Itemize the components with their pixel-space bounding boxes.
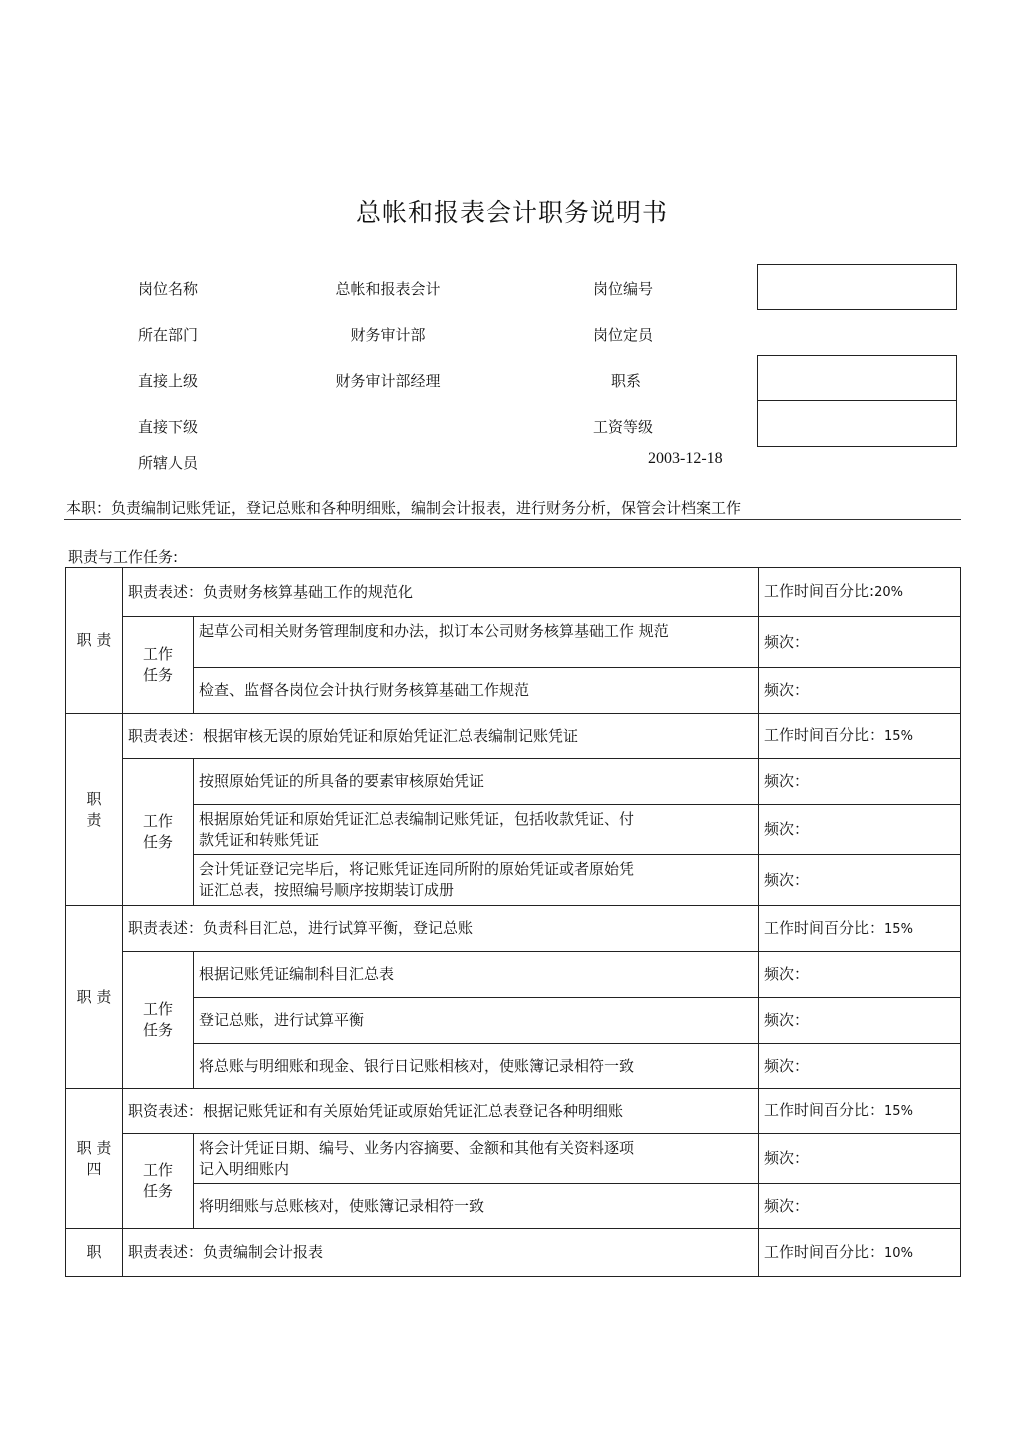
task-text: 起草公司相关财务管理制度和办法，拟订本公司财务核算基础工作 规范 — [194, 617, 759, 668]
time-percent-value: 15% — [884, 729, 913, 744]
task-row — [66, 668, 961, 714]
grade-label: 工资等级 — [593, 418, 654, 436]
time-percent-value: 10% — [884, 1245, 913, 1261]
task-label: 工作 任务 — [123, 759, 194, 906]
task-row — [66, 1044, 961, 1089]
task-frequency: 频次： — [759, 805, 961, 855]
task-frequency: 频次： — [759, 952, 961, 998]
superior-value: 财务审计部经理 — [335, 372, 441, 390]
task-row — [66, 1184, 961, 1229]
task-row — [66, 759, 961, 805]
page-title: 总帐和报表会计职务说明书 — [355, 198, 668, 227]
grade-box — [757, 400, 957, 447]
duty-statement: 职责表述：根据审核无误的原始凭证和原始凭证汇总表编制记账凭证 — [123, 714, 759, 759]
task-row — [66, 998, 961, 1044]
staff-label: 所辖人员 — [138, 454, 199, 472]
time-percent-value: 20% — [874, 585, 903, 600]
task-frequency: 频次： — [759, 617, 961, 668]
duty-row — [66, 568, 961, 617]
duty-row — [66, 714, 961, 759]
task-label: 工作 任务 — [123, 952, 194, 1089]
document-date: 2003-12-18 — [648, 450, 723, 467]
duty-statement: 职责表述：负责科目汇总，进行试算平衡，登记总账 — [123, 906, 759, 952]
task-text: 将总账与明细账和现金、银行日记账相核对，使账簿记录相符一致 — [194, 1044, 759, 1089]
time-percent-label: 工作时间百分比： — [764, 1101, 885, 1119]
time-percent-label: 工作时间百分比： — [764, 918, 885, 937]
time-percent-value: 15% — [884, 921, 913, 937]
duty-row — [66, 1089, 961, 1134]
task-text: 根据原始凭证和原始凭证汇总表编制记账凭证，包括收款凭证、付 款凭证和转账凭证 — [194, 805, 759, 855]
duty-label: 职 责 — [66, 714, 123, 906]
duty-row — [66, 906, 961, 952]
task-row — [66, 952, 961, 998]
duty-label: 职 责 — [66, 568, 123, 714]
task-text: 会计凭证登记完毕后，将记账凭证连同所附的原始凭证或者原始凭 证汇总表，按照编号顺序按期装订成册 — [194, 855, 759, 906]
superior-label: 直接上级 — [138, 372, 199, 390]
dept-label: 所在部门 — [138, 326, 199, 344]
job-summary: 本职：负责编制记账凭证，登记总账和各种明细账，编制会计报表，进行财务分析，保管会计档案工作 — [66, 499, 742, 517]
subordinate-label: 直接下级 — [138, 418, 199, 436]
duty-label: 职 责 四 — [66, 1089, 123, 1229]
task-text: 按照原始凭证的所具备的要素审核原始凭证 — [194, 759, 759, 805]
task-row — [66, 617, 961, 668]
time-percent — [759, 1229, 961, 1277]
duty-label: 职 — [66, 1229, 123, 1277]
task-frequency: 频次： — [759, 1134, 961, 1184]
time-percent — [759, 1089, 961, 1134]
task-frequency: 频次： — [759, 759, 961, 805]
quota-label: 岗位定员 — [593, 326, 654, 344]
task-frequency: 频次： — [759, 1044, 961, 1089]
duty-table — [65, 567, 961, 1277]
duty-statement: 职责表述：负责编制会计报表 — [123, 1229, 759, 1277]
task-text: 根据记账凭证编制科目汇总表 — [194, 952, 759, 998]
task-text: 登记总账，进行试算平衡 — [194, 998, 759, 1044]
task-text: 将明细账与总账核对，使账簿记录相符一致 — [194, 1184, 759, 1229]
duty-label: 职 责 — [66, 906, 123, 1089]
time-percent-value: 15% — [884, 1104, 913, 1119]
task-frequency: 频次： — [759, 855, 961, 906]
duty-statement: 职资表述：根据记账凭证和有关原始凭证或原始凭证汇总表登记各种明细账 — [123, 1089, 759, 1134]
duty-row — [66, 1229, 961, 1277]
task-frequency: 频次： — [759, 668, 961, 714]
divider — [64, 519, 961, 520]
task-frequency: 频次： — [759, 998, 961, 1044]
post-no-box — [757, 264, 957, 310]
series-label: 职系 — [611, 372, 642, 390]
series-box — [757, 355, 957, 401]
time-percent — [759, 906, 961, 952]
time-percent — [759, 568, 961, 617]
time-percent-label: 工作时间百分比： — [764, 726, 885, 744]
task-row — [66, 805, 961, 855]
task-text: 将会计凭证日期、编号、业务内容摘要、金额和其他有关资料逐项 记入明细账内 — [194, 1134, 759, 1184]
dept-value: 财务审计部 — [350, 326, 426, 344]
time-percent-label: 工作时间百分比： — [764, 1242, 885, 1261]
task-row — [66, 855, 961, 906]
time-percent — [759, 714, 961, 759]
post-no-label: 岗位编号 — [593, 280, 654, 298]
task-row — [66, 1134, 961, 1184]
post-name-label: 岗位名称 — [138, 280, 199, 298]
section-label: 职责与工作任务: — [68, 548, 179, 566]
task-label: 工作 任务 — [123, 617, 194, 714]
task-text: 检查、监督各岗位会计执行财务核算基础工作规范 — [194, 668, 759, 714]
post-name-value: 总帐和报表会计 — [335, 280, 441, 298]
task-label: 工作 任务 — [123, 1134, 194, 1229]
task-frequency: 频次： — [759, 1184, 961, 1229]
time-percent-label: 工作时间百分比: — [764, 582, 875, 600]
duty-statement: 职责表述：负责财务核算基础工作的规范化 — [123, 568, 759, 617]
